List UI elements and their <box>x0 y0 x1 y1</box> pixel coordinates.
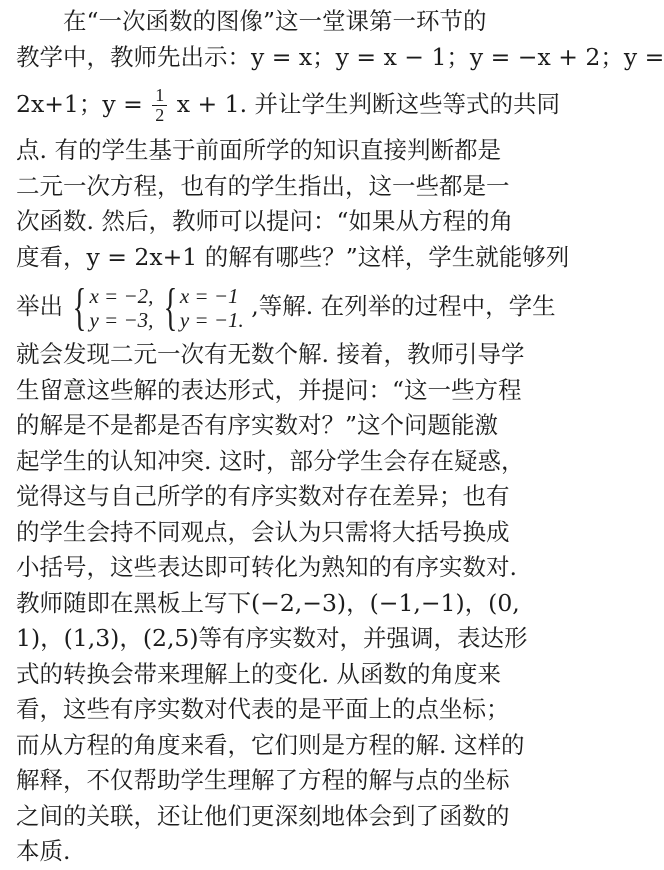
text-line-20: 而从方程的角度来看，它们则是方程的解. 这样的 <box>16 730 525 759</box>
text-line-22: 之间的关联，还让他们更深刻地体会到了函数的 <box>16 801 510 830</box>
text-line-19: 看，这些有序实数对代表的是平面上的点坐标； <box>16 695 510 723</box>
text-line-8 <box>16 275 556 337</box>
text-line-11: 的解是不是都是否有序实数对？”这个问题能激 <box>16 411 499 439</box>
text-line-4: 点. 有的学生基于前面所学的知识直接判断都是 <box>16 136 501 164</box>
text-line-2: 教学中，教师先出示：y = x；y = x − 1；y = −x + 2；y = <box>16 42 664 71</box>
system-1-top-row: x = −2, <box>89 283 154 308</box>
text-line-18: 式的转换会带来理解上的变化. 从函数的角度来 <box>16 659 501 688</box>
equation-system-2 <box>161 278 244 336</box>
text-line-3 <box>16 75 561 133</box>
text-line-8-end: ,等解. 在列举的过程中，学生 <box>251 292 556 320</box>
text-line-14: 的学生会持不同观点，会认为只需将大括号换成 <box>16 517 510 546</box>
system-2-top-row: x = −1 <box>179 283 239 308</box>
text-line-13: 觉得这与自己所学的有序实数对存在差异；也有 <box>16 482 510 510</box>
brace-left-2: { <box>163 278 178 336</box>
text-line-3-end: x + 1. 并让学生判断这些等式的共同 <box>176 90 561 118</box>
text-line-5: 二元一次方程，也有的学生指出，这一些都是一 <box>16 171 510 200</box>
system-1-bottom-row: y = −3, <box>89 307 154 332</box>
text-line-8-start: 举出 <box>16 292 63 320</box>
text-line-7: 度看，y = 2x+1 的解有哪些？”这样，学生就能够列 <box>16 242 570 271</box>
text-line-21: 解释，不仅帮助学生理解了方程的解与点的坐标 <box>16 766 510 794</box>
equation-system-1 <box>70 278 154 336</box>
fraction-denominator: 2 <box>155 105 165 125</box>
text-line-12: 起学生的认知冲突. 这时，部分学生会存在疑惑， <box>16 446 525 475</box>
text-line-3-start: 2x+1；y = <box>16 90 143 118</box>
fraction-one-half <box>152 86 167 125</box>
brace-left-1: { <box>73 278 87 336</box>
text-line-9: 就会发现二元一次有无数个解. 接着，教师引导学 <box>16 340 525 368</box>
text-line-10: 生留意这些解的表达形式，并提问：“这一些方程 <box>16 375 522 404</box>
system-2-bottom-row: y = −1. <box>179 307 244 332</box>
text-line-17: 1)，(1,3)，(2,5)等有序实数对，并强调，表达形 <box>16 624 528 652</box>
text-line-16: 教师随即在黑板上写下(−2,−3)，(−1,−1)，(0, <box>16 588 520 617</box>
text-line-1: 在“一次函数的图像”这一堂课第一环节的 <box>16 7 487 35</box>
text-line-6: 次函数. 然后，教师可以提问：“如果从方程的角 <box>16 207 513 235</box>
fraction-numerator: 1 <box>152 86 167 106</box>
text-line-15: 小括号，这些表达即可转化为熟知的有序实数对. <box>16 553 517 581</box>
text-line-23: 本质. <box>16 837 71 865</box>
